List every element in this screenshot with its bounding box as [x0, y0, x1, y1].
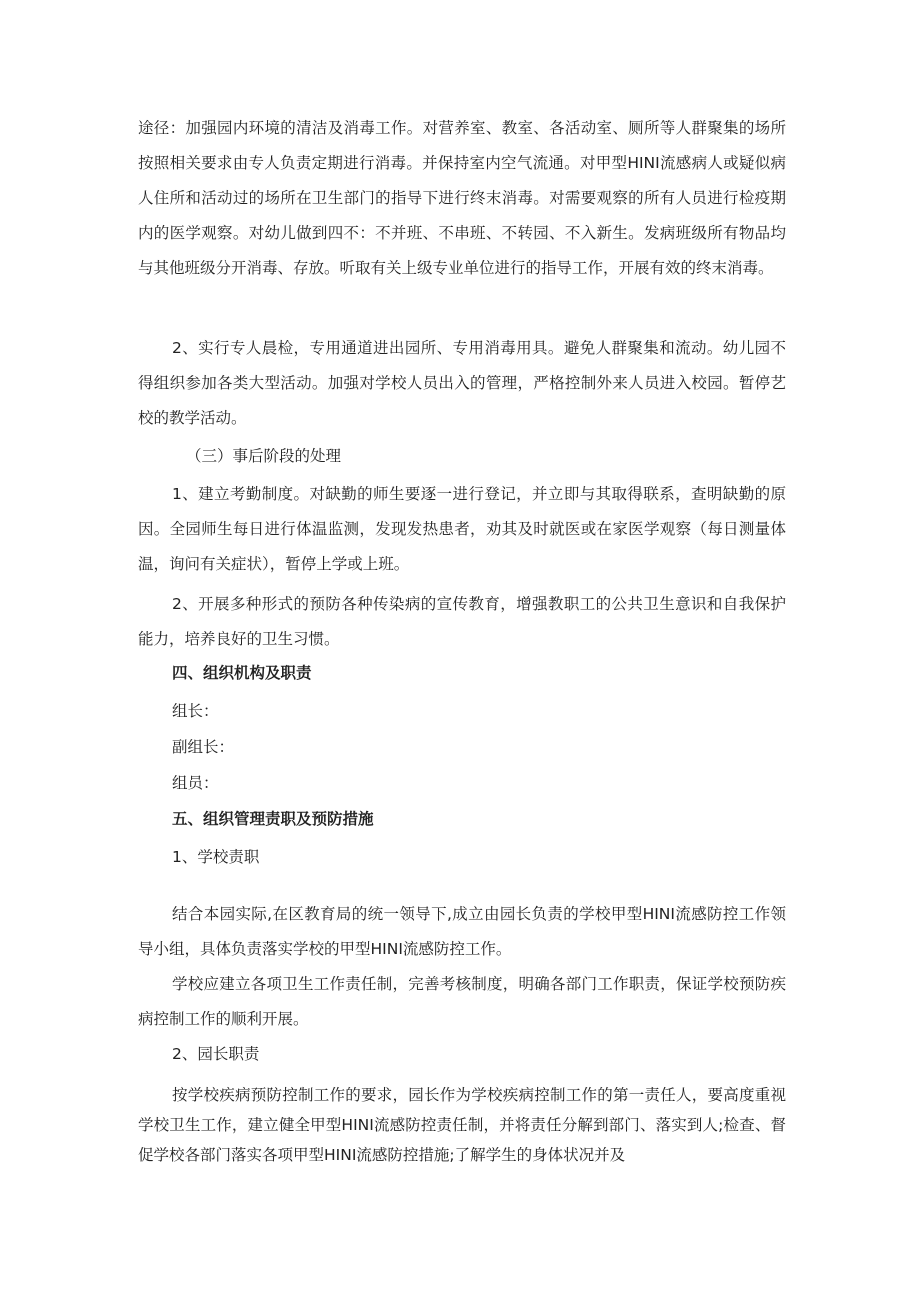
- subheading-school-duty: 1、学校责职: [172, 848, 260, 866]
- paragraph-morning-check: 2、实行专人晨检，专用通道进出园所、专用消毒用具。避免人群聚集和流动。幼儿园不得组织参加各类大型活动。加强对学校人员出入的管理，严格控制外来人员进入校园。暂停艺校的教学活动。: [138, 339, 786, 427]
- label-vice-leader: 副组长：: [172, 738, 235, 756]
- heading-management: 五、组织管理责职及预防措施: [172, 810, 374, 828]
- paragraph-education: 2、开展多种形式的预防各种传染病的宣传教育，增强教职工的公共卫生意识和自我保护能力，培养良好的卫生习惯。: [138, 595, 786, 648]
- paragraph-responsibility-system: 学校应建立各项卫生工作责任制，完善考核制度，明确各部门工作职责，保证学校预防疾病控制工作的顺利开展。: [138, 975, 786, 1028]
- subheading-principal-duty: 2、园长职责: [172, 1045, 260, 1063]
- paragraph-attendance: 1、建立考勤制度。对缺勤的师生要逐一进行登记，并立即与其取得联系，查明缺勤的原因。全园师生每日进行体温监测，发现发热患者，劝其及时就医或在家医学观察（每日测量体温，询问有关症状），暂停上学或上班。: [138, 485, 786, 573]
- paragraph-route: 途径：加强园内环境的清洁及消毒工作。对营养室、教室、各活动室、厕所等人群聚集的场所按照相关要求由专人负责定期进行消毒。并保持室内空气流通。对甲型HINI流感病人或疑似病人住所和活动过的场所在卫生部门的指导下进行终末消毒。对需要观察的所有人员进行检疫期内的医学观察。对幼儿做到四不：不并班、不串班、不转园、不入新生。发病班级所有物品均与其他班级分开消毒、存放。听取有关上级专业单位进行的指导工作，开展有效的终末消毒。: [138, 119, 786, 277]
- paragraph-leading-group: 结合本园实际,在区教育局的统一领导下,成立由园长负责的学校甲型HINI流感防控工作领导小组，具体负责落实学校的甲型HINI流感防控工作。: [138, 905, 786, 958]
- subheading-after-stage: （三）事后阶段的处理: [186, 447, 342, 465]
- heading-organization: 四、组织机构及职责: [172, 664, 312, 682]
- label-members: 组员：: [172, 774, 219, 792]
- paragraph-principal-duty: 按学校疾病预防控制工作的要求，园长作为学校疾病控制工作的第一责任人，要高度重视学校卫生工作，建立健全甲型HINI流感防控责任制，并将责任分解到部门、落实到人;检查、督促学校各部门落实各项甲型HINI流感防控措施;了解学生的身体状况并及: [138, 1086, 786, 1164]
- label-leader: 组长：: [172, 702, 219, 720]
